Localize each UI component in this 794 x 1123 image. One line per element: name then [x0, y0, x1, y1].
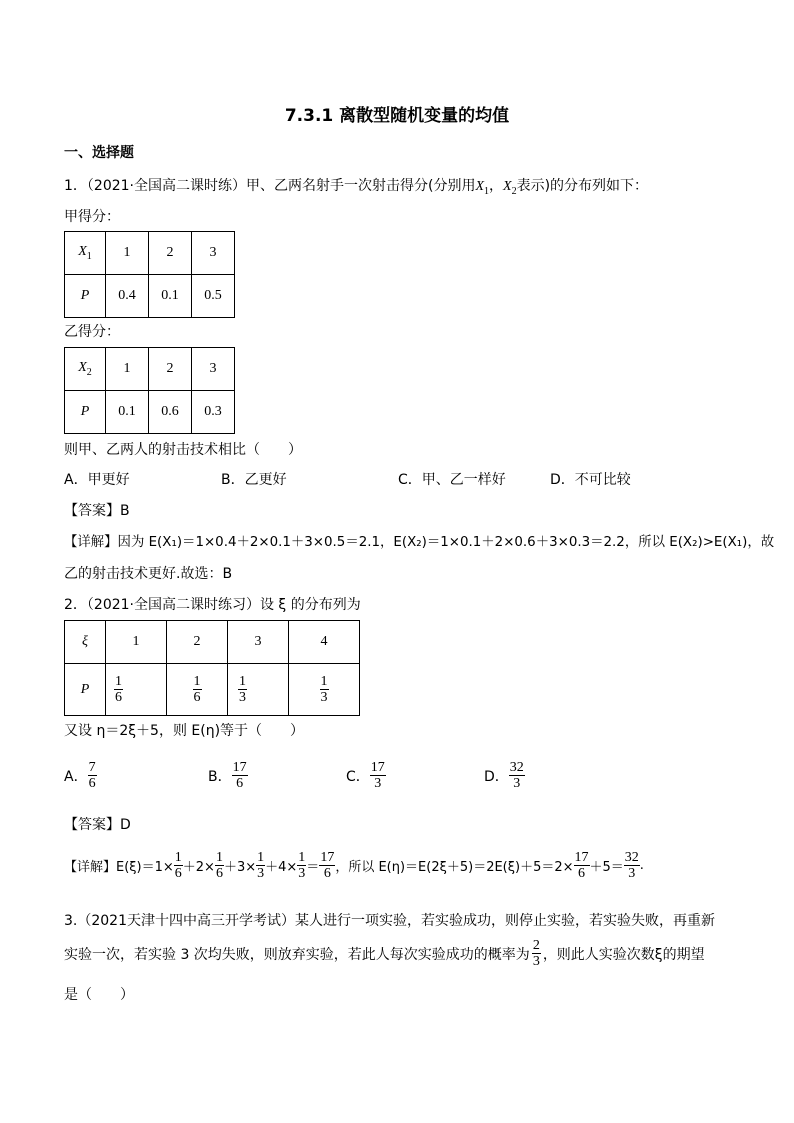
fraction-den: 6	[193, 690, 201, 705]
fraction	[532, 938, 541, 970]
q2-table-prob	[106, 664, 167, 716]
q3-line2-text: 实验一次，若实验 3 次均失败，则放弃实验，若此人每次实验成功的概率为	[64, 946, 530, 963]
fraction-den: 3	[628, 866, 636, 882]
fraction	[232, 760, 248, 792]
q1-option-b: B．乙更好	[221, 472, 287, 488]
fraction-num: 1	[115, 673, 122, 689]
fraction	[370, 760, 386, 792]
fraction-num: 2	[532, 938, 540, 953]
q3-line2	[64, 938, 705, 970]
q1-stem-text-a: 1．（2021·全国高二课时练）甲、乙两名射手一次射击得分(分别用	[64, 178, 476, 194]
fraction-num: 17	[370, 760, 385, 775]
q1-label-b: 乙得分：	[64, 324, 120, 340]
fraction-den: 6	[236, 776, 244, 792]
q1-table-a-cell: 3	[192, 232, 235, 275]
fraction	[509, 760, 525, 792]
q1-detail-line2: 乙的射击技术更好.故选：B	[64, 566, 233, 582]
q2-option-c	[346, 760, 386, 792]
q1-table-b-head	[65, 348, 106, 391]
q2-table-value: 2	[167, 621, 228, 664]
q1-table-b-var-sub: 2	[86, 366, 92, 378]
fraction	[193, 674, 202, 706]
fraction-num: 1	[257, 850, 265, 865]
q2-table-value: 4	[289, 621, 360, 664]
q1-table-b-cell: 1	[106, 348, 149, 391]
fraction	[238, 674, 247, 706]
q2-detail-text: ＝	[306, 860, 320, 876]
q1-table-a-cell: 0.5	[192, 275, 235, 318]
fraction-num: 32	[624, 850, 639, 865]
q1-table-a-cell: 0.1	[149, 275, 192, 318]
fraction-den: 6	[115, 690, 122, 705]
q1-label-a: 甲得分：	[64, 209, 120, 225]
q2-option-b	[208, 760, 248, 792]
q1-stem-text-b: 表示)的分布列如下：	[516, 178, 649, 194]
fraction-den: 6	[88, 776, 96, 792]
fraction-den: 6	[578, 866, 586, 882]
q1-table-a-var: X	[78, 244, 87, 260]
q1-detail-line1: 【详解】因为 E(X₁)＝1×0.4＋2×0.1＋3×0.5＝2.1，E(X₂)＝1×0.1＋2×0.6＋3×0.3＝2.2，所以 E(X₂)>E(X₁)，故	[64, 535, 775, 550]
q1-table-b-cell: 0.6	[149, 391, 192, 434]
option-label: A．	[64, 768, 88, 785]
q1-table-a-head	[65, 232, 106, 275]
fraction	[215, 850, 224, 882]
fraction-num: 1	[215, 850, 223, 865]
q1-table-a-cell: 2	[149, 232, 192, 275]
fraction-num: 1	[239, 673, 246, 689]
q2-table-value: 3	[228, 621, 289, 664]
fraction	[88, 760, 97, 792]
option-label: B．	[208, 768, 232, 785]
fraction-den: 3	[374, 776, 382, 792]
fraction-den: 6	[174, 866, 182, 882]
q2-detail-text: ＋2×	[182, 860, 215, 876]
q1-comma: ，	[489, 178, 504, 194]
q2-table-head: ξ	[65, 621, 106, 664]
q2-table-p: P	[65, 664, 106, 716]
fraction-den: 3	[298, 866, 306, 882]
q3-line1: 3.（2021天津十四中高三开学考试）某人进行一项实验，若实验成功，则停止实验，若实验失败，再重新	[64, 913, 715, 929]
q1-var-x2: X	[503, 179, 512, 194]
q1-option-d: D．不可比较	[550, 472, 631, 488]
fraction-den: 6	[215, 866, 223, 882]
q1-table-a-cell: 0.4	[106, 275, 149, 318]
q2-table	[64, 620, 360, 716]
q2-detail-text: ，所以 E(η)＝E(2ξ＋5)＝2E(ξ)＋5＝2×	[335, 860, 574, 876]
fraction-den: 3	[532, 954, 540, 970]
fraction	[319, 850, 335, 882]
fraction	[256, 850, 265, 882]
q2-detail-text: ＋5＝	[589, 860, 624, 876]
q1-table-b-cell: 3	[192, 348, 235, 391]
fraction	[624, 850, 640, 882]
q1-table-a	[64, 231, 235, 318]
q1-table-a-cell: 1	[106, 232, 149, 275]
option-label: D．	[484, 768, 509, 785]
q2-stem: 2．（2021·全国高二课时练习）设 ξ 的分布列为	[64, 597, 361, 613]
q2-option-a	[64, 760, 97, 792]
q1-var-x1: X	[475, 179, 485, 194]
fraction	[574, 850, 590, 882]
fraction-num: 1	[193, 673, 201, 689]
q2-option-d	[484, 760, 525, 792]
q2-table-prob	[289, 664, 360, 716]
fraction-num: 17	[232, 760, 247, 775]
fraction-den: 3	[320, 690, 328, 705]
q2-answer: 【答案】D	[64, 817, 131, 833]
page-title: 7.3.1 离散型随机变量的均值	[284, 106, 510, 126]
fraction	[174, 850, 183, 882]
fraction	[114, 674, 123, 706]
fraction-num: 1	[298, 850, 306, 865]
fraction-num: 1	[320, 673, 328, 689]
fraction-den: 3	[239, 690, 246, 705]
fraction-num: 1	[174, 850, 182, 865]
q1-table-b	[64, 347, 235, 434]
q1-table-a-var-sub: 1	[86, 250, 92, 262]
q1-answer: 【答案】B	[64, 503, 130, 519]
q1-option-a: A．甲更好	[64, 472, 130, 488]
q3-line3: 是（ ）	[64, 987, 134, 1003]
q2-question: 又设 η＝2ξ＋5，则 E(η)等于（ ）	[64, 723, 305, 739]
option-label: C．	[346, 768, 370, 785]
q1-table-b-cell: 0.3	[192, 391, 235, 434]
q2-detail-text: 【详解】E(ξ)＝1×	[64, 860, 174, 876]
q1-option-c: C．甲、乙一样好	[398, 472, 506, 488]
q1-table-b-var: X	[78, 360, 87, 376]
section-heading: 一、选择题	[64, 145, 134, 161]
fraction-den: 3	[257, 866, 265, 882]
q2-detail-text: ＋4×	[265, 860, 298, 876]
q2-detail-text: ＋3×	[223, 860, 257, 876]
fraction-num: 17	[574, 850, 589, 865]
fraction-num: 7	[88, 760, 96, 775]
fraction-num: 17	[320, 850, 335, 865]
q2-table-prob	[167, 664, 228, 716]
q3-line2-text: ，则此人实验次数ξ的期望	[542, 946, 705, 963]
fraction	[297, 850, 306, 882]
fraction-num: 32	[509, 760, 524, 775]
q1-table-b-cell: 0.1	[106, 391, 149, 434]
q1-table-a-p: P	[65, 275, 106, 318]
q2-detail-text: .	[639, 858, 644, 874]
q1-stem	[64, 179, 648, 197]
q1-var-x1-sub: 1	[484, 185, 490, 197]
q1-table-b-cell: 2	[149, 348, 192, 391]
q2-detail	[64, 850, 644, 882]
fraction-den: 3	[513, 776, 521, 792]
q2-table-value: 1	[106, 621, 167, 664]
q1-table-b-p: P	[65, 391, 106, 434]
q1-var-x2-sub: 2	[511, 185, 517, 197]
q2-table-prob	[228, 664, 289, 716]
fraction	[320, 674, 329, 706]
q1-question: 则甲、乙两人的射击技术相比（ ）	[64, 442, 302, 458]
fraction-den: 6	[323, 866, 331, 882]
